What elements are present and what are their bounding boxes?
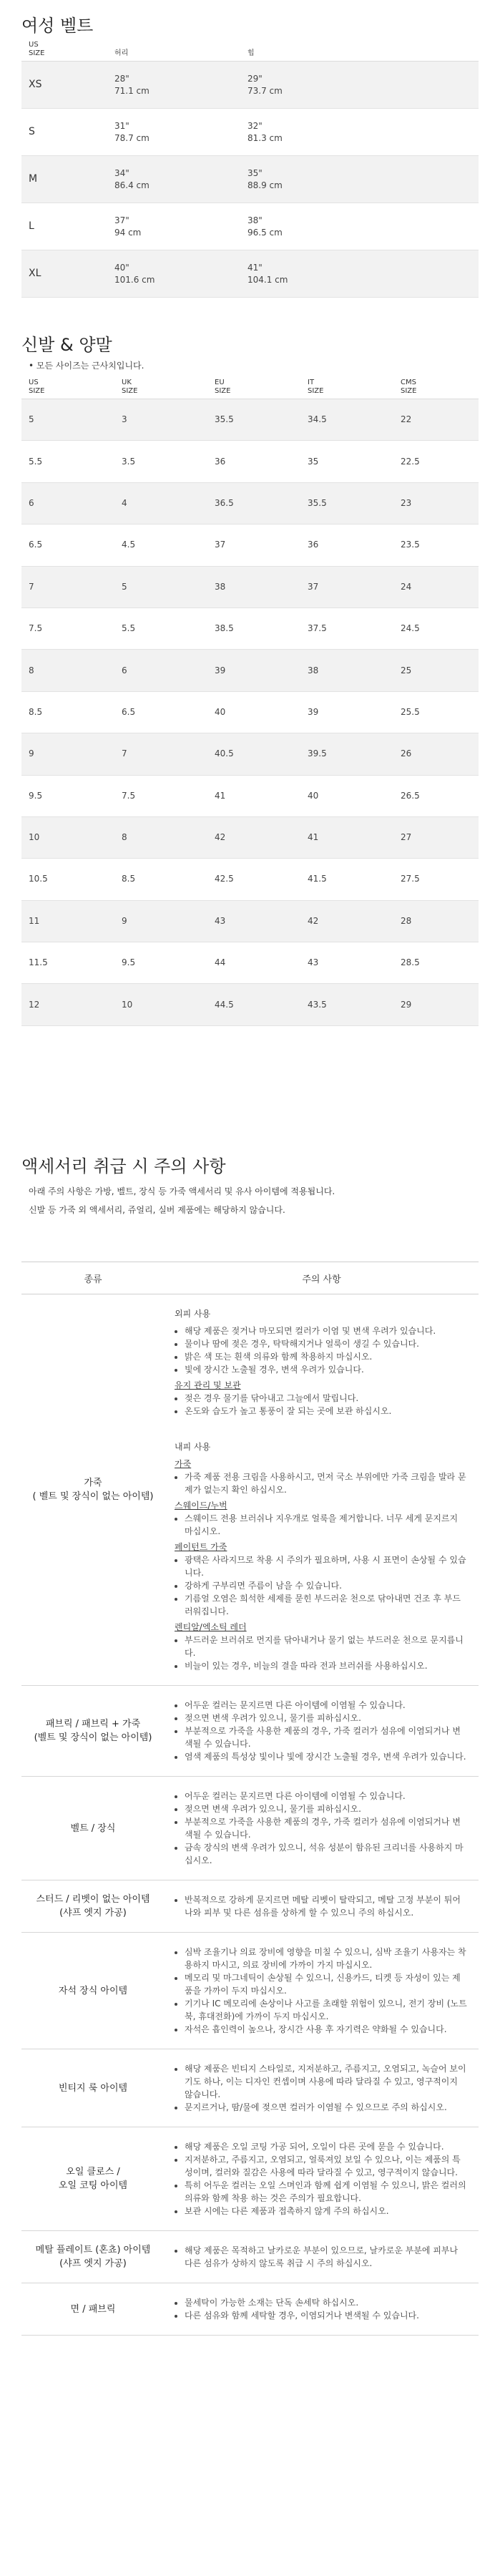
care-block-subtitle: 유지 관리 및 보관 (175, 1380, 241, 1390)
care-intro (29, 1182, 472, 1219)
care-item-type: 면 / 패브릭 (70, 2303, 116, 2315)
uk-size-cell: 8 (122, 832, 127, 843)
it-size-cell: 40 (308, 790, 319, 801)
us-size-cell: 7.5 (29, 623, 43, 634)
it-size-cell: 43 (308, 957, 319, 968)
care-note-item: • 부드러운 브러쉬로 먼지를 닦아내거나 물기 없는 부드러운 천으로 문지릅니다. (185, 1634, 469, 1659)
care-note-item: • 기름얼 오염은 희석한 세제를 묻힌 부드러운 천으로 닦아내면 건조 후 부드러워집니다. (185, 1592, 469, 1618)
shoes-table-row (21, 692, 479, 733)
shoes-size-note: • 모든 사이즈는 근사치입니다. (29, 359, 144, 371)
care-item-notes (165, 1880, 479, 1932)
it-size-cell: 37 (308, 581, 319, 592)
us-size-cell: 6 (29, 497, 34, 508)
it-size-cell: 43.5 (308, 999, 327, 1010)
care-note-item: • 젖으면 변색 우려가 있으니, 물기를 피하십시오. (185, 1802, 469, 1815)
care-note-list (175, 2140, 469, 2218)
care-note-list (175, 1699, 469, 1763)
belt-waist-cell: 28" 71.1 cm (114, 73, 149, 96)
care-note-item: • 부분적으로 가죽을 사용한 제품의 경우, 가죽 컬러가 섬유에 이염되거나 변색될 수 있습니다. (185, 1724, 469, 1750)
care-item-notes (165, 1294, 479, 1685)
care-note-list (175, 1634, 469, 1672)
eu-size-cell: 39 (215, 665, 226, 675)
belt-table-header (21, 34, 479, 62)
us-size-cell: 8.5 (29, 706, 43, 717)
shoes-table-row (21, 942, 479, 984)
belt-hip-cell: 35" 88.9 cm (247, 167, 283, 190)
care-table-row (21, 2127, 479, 2231)
care-note-item: • 해당 제품은 목적하고 날카로운 부분이 있으므로, 날카로운 부분에 피부나 다른 섬유가 상하지 않도록 취급 시 주의 하십시오. (185, 2244, 469, 2270)
belt-hip-cell: 41" 104.1 cm (247, 262, 288, 285)
care-note-item: • 해당 제품은 오일 코팅 가공 되어, 오일이 다른 곳에 묻을 수 있습니다. (185, 2140, 469, 2153)
shoes-header-uk-size: UK SIZE (122, 379, 138, 395)
care-note-item: • 다른 섬유와 함께 세탁할 경우, 이염되거나 변색될 수 있습니다. (185, 2309, 469, 2322)
cms-size-cell: 25.5 (401, 706, 420, 717)
care-block-subtitle: 렌티알/엑소틱 레더 (175, 1622, 247, 1632)
shoes-header-cms-size: CMS SIZE (401, 379, 417, 395)
belt-table-row (21, 62, 479, 109)
uk-size-cell: 5 (122, 581, 127, 592)
belt-waist-cell: 34" 86.4 cm (114, 167, 149, 190)
uk-size-cell: 7.5 (122, 790, 136, 801)
care-note-list (175, 1324, 469, 1376)
care-note-list (175, 1470, 469, 1496)
belt-table-row (21, 250, 479, 298)
care-block-title: 외피 사용 (175, 1309, 211, 1319)
it-size-cell: 41 (308, 832, 319, 843)
care-note-item: • 가죽 제품 전용 크림을 사용하시고, 먼저 국소 부위에만 가죽 크림을 발라 문제가 없는지 확인 하십시오. (185, 1470, 469, 1496)
shoes-header-us-size: US SIZE (29, 379, 45, 395)
care-note-list (175, 1512, 469, 1538)
it-size-cell: 37.5 (308, 623, 327, 634)
care-item-type: 패브릭 / 패브릭 + 가죽 (벨트 및 장식이 없는 아이템) (34, 1719, 152, 1743)
care-note-item: • 어두운 컬러는 문지르면 다른 아이템에 이염될 수 있습니다. (185, 1699, 469, 1712)
uk-size-cell: 4.5 (122, 540, 136, 550)
cms-size-cell: 28.5 (401, 957, 420, 968)
care-note-item: • 젖으면 변색 우려가 있으니, 물기를 피하십시오. (185, 1712, 469, 1724)
care-note-item: • 물이나 땀에 젖은 경우, 탁탁해지거나 얼룩이 생길 수 있습니다. (185, 1337, 469, 1350)
care-note-item: • 문지르거나, 땀/물에 젖으면 컬러가 이염될 수 있으므로 주의 하십시오. (185, 2101, 469, 2114)
belt-size-cell: S (29, 126, 35, 137)
cms-size-cell: 23.5 (401, 540, 420, 550)
us-size-cell: 11.5 (29, 957, 48, 968)
us-size-cell: 12 (29, 999, 40, 1010)
care-item-notes (165, 2283, 479, 2335)
it-size-cell: 39.5 (308, 748, 327, 759)
care-item-notes (165, 2049, 479, 2127)
care-note-item: • 해당 제품은 빈티지 스타일로, 지저분하고, 주름지고, 오염되고, 녹슬어 보이기도 하나, 이는 디자인 컨셉이며 사용에 따라 달라질 수 있고, 영구적이지 않습니다. (185, 2062, 469, 2101)
care-table-row (21, 1933, 479, 2049)
care-table (21, 1262, 479, 2336)
care-note-item: • 빛에 장시간 노출될 경우, 변색 우려가 있습니다. (185, 1363, 469, 1376)
uk-size-cell: 8.5 (122, 874, 136, 884)
care-note-item: • 부분적으로 가죽을 사용한 제품의 경우, 가죽 컬러가 섬유에 이염되거나 변색될 수 있습니다. (185, 1815, 469, 1841)
care-block-subtitle: 페이턴트 가죽 (175, 1542, 227, 1552)
us-size-cell: 7 (29, 581, 34, 592)
care-note-item: • 메모리 및 마그네틱이 손상될 수 있으니, 신용카드, 티켓 등 자성이 있는 제품을 가까이 두지 마십시오. (185, 1971, 469, 1997)
care-table-body (21, 1294, 479, 2336)
us-size-cell: 6.5 (29, 540, 43, 550)
belt-waist-cell: 40" 101.6 cm (114, 262, 155, 285)
care-table-row (21, 2231, 479, 2283)
care-note-item: • 스웨이드 전용 브러쉬나 지우개로 얼룩을 제거합니다. 너무 세게 문지르지 마십시오. (185, 1512, 469, 1538)
us-size-cell: 10.5 (29, 874, 48, 884)
care-note-item: • 금속 장식의 변색 우려가 있으니, 석유 성분이 함유된 크리너를 사용하지 마십시오. (185, 1841, 469, 1867)
care-block-spacer (175, 1420, 469, 1440)
shoes-table-header (21, 372, 479, 399)
uk-size-cell: 3.5 (122, 456, 136, 467)
uk-size-cell: 3 (122, 414, 127, 425)
care-note-item: • 반복적으로 강하게 문지르면 메탈 리벳이 탈락되고, 메탈 고정 부분이 튀어나와 피부 및 다른 섬유를 상하게 할 수 있으니 주의 하십시오. (185, 1893, 469, 1919)
care-table-row (21, 1880, 479, 1933)
eu-size-cell: 40 (215, 706, 226, 717)
belt-section-title: 여성 벨트 (21, 16, 94, 36)
care-item-type: 메탈 플레이트 (혼쵸) 아이템 (샤프 엣지 가공) (35, 2245, 151, 2269)
care-table-row (21, 2049, 479, 2127)
care-item-notes (165, 1933, 479, 2049)
belt-table-row (21, 109, 479, 156)
care-note-item: • 어두운 컬러는 문지르면 다른 아이템에 이염될 수 있습니다. (185, 1790, 469, 1802)
shoes-table-row (21, 817, 479, 859)
belt-hip-cell: 32" 81.3 cm (247, 120, 283, 143)
cms-size-cell: 27 (401, 832, 412, 843)
eu-size-cell: 44 (215, 957, 226, 968)
care-item-type: 오일 클로스 / 오일 코팅 아이템 (58, 2167, 128, 2191)
belt-size-cell: M (29, 173, 38, 185)
shoes-table-row (21, 525, 479, 566)
shoes-header-it-size: IT SIZE (308, 379, 324, 395)
care-note-list (175, 1392, 469, 1418)
belt-size-cell: XL (29, 268, 41, 279)
care-note-list (175, 1553, 469, 1618)
shoes-table-body (21, 399, 479, 1026)
shoes-table-row (21, 984, 479, 1025)
care-note-item: • 지저분하고, 주름지고, 오염되고, 얼룩져있 보일 수 있으나, 이는 제품의 특성이며, 컬러와 질감은 사용에 따라 달라질 수 있고, 영구적이지 않습니다. (185, 2153, 469, 2179)
shoes-table-row (21, 733, 479, 775)
shoes-table-row (21, 859, 479, 900)
care-note-item: • 광택은 사라지므로 착용 시 주의가 필요하며, 사용 시 표면이 손상될 수 있습니다. (185, 1553, 469, 1579)
shoes-table-row (21, 608, 479, 650)
belt-header-waist: 허리 (114, 49, 129, 57)
belt-waist-cell: 31" 78.7 cm (114, 120, 149, 143)
shoes-table-row (21, 483, 479, 525)
care-note-list (175, 1946, 469, 2036)
care-note-item: • 특히 어두운 컬러는 오일 스며인과 함께 쉽게 이염될 수 있으니, 밝은 컬러의 의류와 함께 착용 하는 것은 주의가 필요합니다. (185, 2179, 469, 2205)
uk-size-cell: 6 (122, 665, 127, 675)
care-table-header (21, 1262, 479, 1294)
it-size-cell: 35 (308, 456, 319, 467)
care-note-item: • 기기나 IC 메모리에 손상이나 사고를 초래할 위험이 있으니, 전기 장비 (노트북, 휴대전화)에 가까이 두지 마십시오. (185, 1997, 469, 2023)
belt-size-cell: L (29, 220, 34, 232)
belt-size-table (21, 34, 479, 298)
it-size-cell: 42 (308, 915, 319, 926)
care-note-list (175, 1790, 469, 1867)
care-block-title: 내피 사용 (175, 1442, 211, 1452)
care-block-subtitle: 스웨이드/누벅 (175, 1501, 227, 1511)
belt-hip-cell: 38" 96.5 cm (247, 215, 283, 238)
care-item-type: 자석 장식 아이템 (58, 1985, 128, 1996)
belt-hip-cell: 29" 73.7 cm (247, 73, 283, 96)
care-item-notes (165, 1686, 479, 1776)
shoes-table-row (21, 776, 479, 817)
eu-size-cell: 41 (215, 790, 226, 801)
eu-size-cell: 37 (215, 540, 226, 550)
care-table-row (21, 1294, 479, 1686)
it-size-cell: 34.5 (308, 414, 327, 425)
cms-size-cell: 22.5 (401, 456, 420, 467)
shoes-table-row (21, 399, 479, 441)
care-item-type: 벨트 / 장식 (70, 1823, 116, 1834)
cms-size-cell: 23 (401, 497, 412, 508)
care-header-notes: 주의 사항 (302, 1274, 341, 1285)
shoes-table-row (21, 650, 479, 691)
care-header-type: 종류 (84, 1274, 102, 1285)
care-item-notes (165, 2231, 479, 2283)
belt-table-row (21, 156, 479, 203)
cms-size-cell: 22 (401, 414, 412, 425)
eu-size-cell: 35.5 (215, 414, 234, 425)
it-size-cell: 36 (308, 540, 319, 550)
care-intro-line: 신발 등 가죽 외 액세서리, 쥬얼리, 실버 제품에는 해당하지 않습니다. (29, 1205, 285, 1215)
care-note-item: • 해당 제품은 젖거나 마모되면 컬러가 이염 및 변색 우려가 있습니다. (185, 1324, 469, 1337)
care-item-type: 빈티지 룩 아이템 (58, 2082, 128, 2094)
it-size-cell: 35.5 (308, 497, 327, 508)
uk-size-cell: 6.5 (122, 706, 136, 717)
belt-size-cell: XS (29, 79, 42, 90)
shoes-table-row (21, 901, 479, 942)
care-note-item: • 젖은 경우 물기를 닦아내고 그늘에서 말립니다. (185, 1392, 469, 1405)
care-note-item: • 비늘이 있는 경우, 비늘의 결을 따라 전과 브러쉬를 사용하십시오. (185, 1659, 469, 1672)
cms-size-cell: 24.5 (401, 623, 420, 634)
care-item-notes (165, 1777, 479, 1880)
cms-size-cell: 28 (401, 915, 412, 926)
care-section-title: 액세서리 취급 시 주의 사항 (21, 1156, 226, 1176)
care-intro-line: 아래 주의 사항은 가방, 벨트, 장식 등 가죽 액세서리 및 유사 아이템에 적용됩니다. (29, 1186, 335, 1196)
care-item-type: 스터드 / 리벳이 없는 아이템 (샤프 엣지 가공) (36, 1894, 150, 1918)
care-note-item: • 온도와 습도가 높고 통풍이 잘 되는 곳에 보관 하십시오. (185, 1405, 469, 1418)
uk-size-cell: 7 (122, 748, 127, 759)
shoes-table-row (21, 441, 479, 482)
us-size-cell: 5.5 (29, 456, 43, 467)
uk-size-cell: 5.5 (122, 623, 136, 634)
it-size-cell: 41.5 (308, 874, 327, 884)
us-size-cell: 5 (29, 414, 34, 425)
us-size-cell: 11 (29, 915, 40, 926)
eu-size-cell: 38.5 (215, 623, 234, 634)
care-note-list (175, 1893, 469, 1919)
belt-table-body (21, 62, 479, 298)
us-size-cell: 10 (29, 832, 40, 843)
belt-header-us-size: US SIZE (29, 41, 45, 57)
eu-size-cell: 42 (215, 832, 226, 843)
care-table-row (21, 2283, 479, 2336)
care-note-item: • 자석은 흡인력이 높으나, 장시간 사용 후 자기력은 약화될 수 있습니다. (185, 2023, 469, 2036)
care-note-item: • 보관 시에는 다른 제품과 접촉하지 않게 주의 하십시오. (185, 2205, 469, 2218)
care-note-list (175, 2062, 469, 2114)
care-table-row (21, 1686, 479, 1777)
eu-size-cell: 36 (215, 456, 226, 467)
cms-size-cell: 29 (401, 999, 412, 1010)
shoes-header-eu-size: EU SIZE (215, 379, 231, 395)
us-size-cell: 9.5 (29, 790, 43, 801)
it-size-cell: 38 (308, 665, 319, 675)
cms-size-cell: 25 (401, 665, 412, 675)
it-size-cell: 39 (308, 706, 319, 717)
cms-size-cell: 24 (401, 581, 412, 592)
belt-table-row (21, 203, 479, 250)
care-note-item: • 물세탁이 가능한 소재는 단독 손세탁 하십시오. (185, 2296, 469, 2309)
us-size-cell: 8 (29, 665, 34, 675)
belt-header-hip: 힙 (247, 49, 255, 57)
cms-size-cell: 26 (401, 748, 412, 759)
uk-size-cell: 9.5 (122, 957, 136, 968)
care-note-list (175, 2296, 469, 2322)
care-note-item: • 강하게 구부리면 주름이 남을 수 있습니다. (185, 1579, 469, 1592)
care-block-subtitle: 가죽 (175, 1459, 192, 1469)
care-note-list (175, 2244, 469, 2270)
shoes-table-row (21, 567, 479, 608)
eu-size-cell: 44.5 (215, 999, 234, 1010)
belt-waist-cell: 37" 94 cm (114, 215, 142, 238)
eu-size-cell: 38 (215, 581, 226, 592)
care-note-item: • 밝은 색 또는 흰색 의류와 함께 착용하지 마십시오. (185, 1350, 469, 1363)
eu-size-cell: 36.5 (215, 497, 234, 508)
cms-size-cell: 27.5 (401, 874, 420, 884)
shoes-size-table (21, 372, 479, 1026)
care-note-item: • 심박 조율기나 의료 장비에 영향을 미칠 수 있으니, 심박 조율기 사용자는 착용하지 마시고, 의료 장비에 가까이 가지 마십시오. (185, 1946, 469, 1971)
uk-size-cell: 10 (122, 999, 133, 1010)
eu-size-cell: 42.5 (215, 874, 234, 884)
care-item-type: 가죽 ( 벨트 및 장식이 없는 아이템) (32, 1478, 154, 1502)
care-table-row (21, 1777, 479, 1880)
us-size-cell: 9 (29, 748, 34, 759)
care-item-notes (165, 2127, 479, 2230)
uk-size-cell: 9 (122, 915, 127, 926)
uk-size-cell: 4 (122, 497, 127, 508)
eu-size-cell: 40.5 (215, 748, 234, 759)
care-note-item: • 염색 제품의 특성상 빛이나 빛에 장시간 노출될 경우, 변색 우려가 있습니다. (185, 1750, 469, 1763)
shoes-section-title: 신발 & 양말 (21, 335, 112, 355)
cms-size-cell: 26.5 (401, 790, 420, 801)
eu-size-cell: 43 (215, 915, 226, 926)
